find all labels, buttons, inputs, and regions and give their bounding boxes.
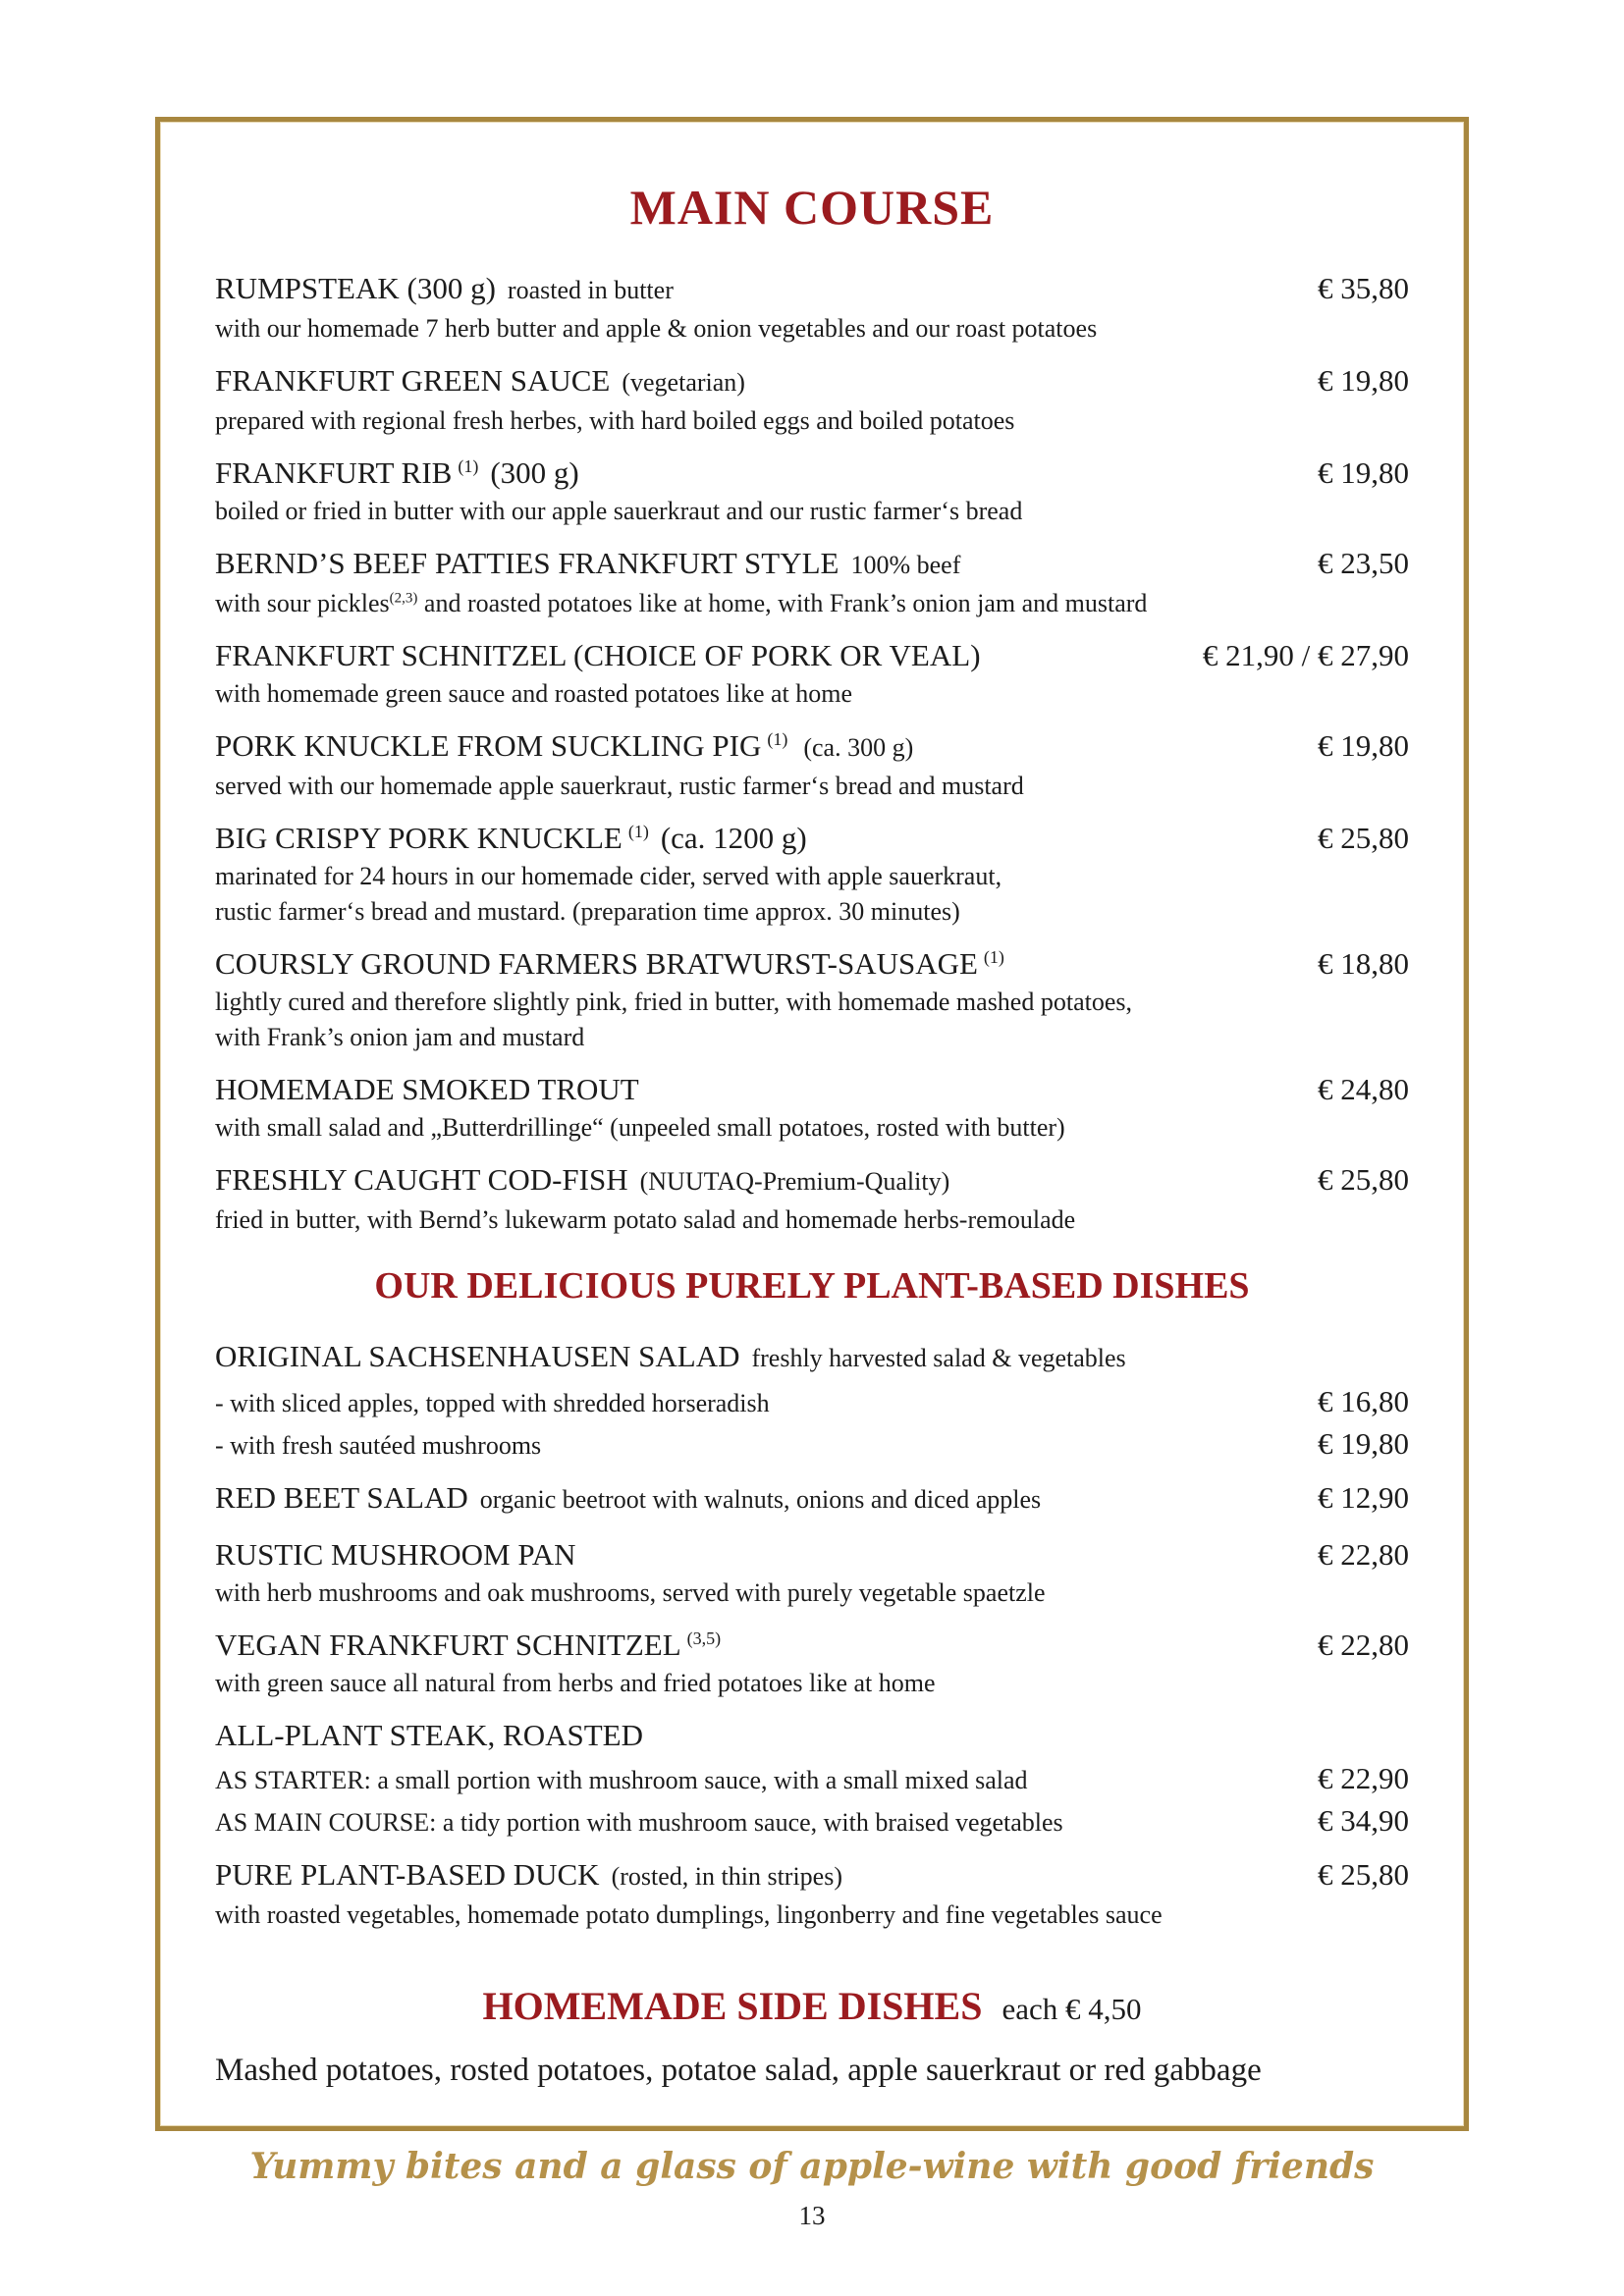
dish-note: organic beetroot with walnuts, onions and diced apples (479, 1485, 1042, 1514)
dish-description: with Frank’s onion jam and mustard (215, 1023, 585, 1051)
dish-price: € 23,50 (1318, 546, 1409, 580)
dish-row (215, 544, 1409, 585)
dish-row (215, 454, 1409, 493)
dish-price: € 25,80 (1318, 821, 1409, 855)
dish-description: marinated for 24 hours in our homemade cider, served with apple sauerkraut, (215, 862, 1002, 890)
dish-name: RUMPSTEAK (300 g) (215, 271, 496, 305)
main-course-items (215, 269, 1409, 1237)
dish-title (215, 636, 981, 675)
dish-option-row (215, 1803, 1409, 1840)
option-text: - with fresh sautéed mushrooms (215, 1431, 542, 1460)
desc-footnote-marker: (2,3) (389, 590, 418, 607)
dish-name: BIG CRISPY PORK KNUCKLE (215, 821, 623, 855)
dish-name: PURE PLANT-BASED DUCK (215, 1857, 600, 1892)
dish-name: FRANKFURT RIB (215, 455, 453, 490)
dish-title (215, 544, 960, 585)
dish-row (215, 361, 1409, 402)
dish-description: rustic farmer‘s bread and mustard. (preparation time approx. 30 minutes) (215, 897, 960, 926)
menu-item (215, 1337, 1409, 1463)
dish-description: with our homemade 7 herb butter and apple & onion vegetables and our roast potatoes (215, 314, 1098, 343)
dish-price: € 22,80 (1318, 1628, 1409, 1662)
dish-price: € 21,90 / € 27,90 (1202, 638, 1409, 672)
dish-note: roasted in butter (507, 276, 674, 304)
menu-item (215, 1070, 1409, 1145)
dish-name: VEGAN FRANKFURT SCHNITZEL (215, 1628, 681, 1662)
dish-description: with green sauce all natural from herbs and fried potatoes like at home (215, 1669, 936, 1697)
dish-price: € 18,80 (1318, 946, 1409, 981)
dish-name: FRANKFURT SCHNITZEL (CHOICE OF PORK OR VEAL) (215, 638, 981, 672)
dish-description (215, 587, 1409, 620)
dish-footnote-marker: (1) (767, 728, 788, 749)
dish-name: FRANKFURT GREEN SAUCE (215, 363, 611, 398)
dish-name: HOMEMADE SMOKED TROUT (215, 1072, 639, 1106)
footer-tagline: Yummy bites and a glass of apple-wine with good friends (249, 2146, 1375, 2187)
dish-row (215, 819, 1409, 858)
menu-item (215, 1535, 1409, 1610)
sides-price-suffix: each € 4,50 (1001, 1992, 1142, 2026)
dish-description: with small salad and „Butterdrillinge“ (unpeeled small potatoes, rosted with butter) (215, 1113, 1065, 1142)
dish-footnote-marker: (1) (983, 946, 1004, 967)
option-text: AS STARTER: a small portion with mushroom sauce, with a small mixed salad (215, 1766, 1028, 1794)
dish-price: € 19,80 (1318, 728, 1409, 763)
dish-price: € 12,90 (1318, 1480, 1409, 1515)
dish-title (215, 819, 807, 858)
dish-note: freshly harvested salad & vegetables (751, 1344, 1126, 1372)
dish-description: lightly cured and therefore slightly pink, fried in butter, with homemade mashed potatoes, (215, 988, 1132, 1016)
dish-price: € 25,80 (1318, 1857, 1409, 1892)
dish-title (215, 1337, 1126, 1378)
dish-row (215, 1855, 1409, 1896)
option-text: - with sliced apples, topped with shredded horseradish (215, 1389, 770, 1417)
desc-text: with sour pickles (215, 589, 390, 617)
dish-note: (NUUTAQ-Premium-Quality) (639, 1167, 950, 1196)
dish-price: € 16,80 (1318, 1384, 1409, 1418)
dish-description: served with our homemade apple sauerkraut, rustic farmer‘s bread and mustard (215, 772, 1024, 800)
dish-footnote-marker: (3,5) (686, 1628, 722, 1648)
dish-title (215, 1478, 1041, 1520)
page-title: MAIN COURSE (629, 180, 995, 235)
dish-name: FRESHLY CAUGHT COD-FISH (215, 1162, 628, 1197)
dish-description: prepared with regional fresh herbes, with hard boiled eggs and boiled potatoes (215, 406, 1015, 435)
dish-row (215, 1337, 1409, 1378)
dish-price: € 19,80 (1318, 455, 1409, 490)
dish-name: ALL-PLANT STEAK, ROASTED (215, 1718, 643, 1752)
dish-title (215, 454, 579, 493)
dish-price: € 22,90 (1318, 1761, 1409, 1795)
dish-footnote-marker: (1) (458, 455, 479, 476)
dish-note: (rosted, in thin stripes) (611, 1862, 842, 1891)
dish-row (215, 1070, 1409, 1109)
menu-item (215, 819, 1409, 929)
menu-item (215, 544, 1409, 620)
dish-title (215, 1160, 949, 1201)
dish-row (215, 1535, 1409, 1575)
plant-based-items (215, 1337, 1409, 1932)
dish-price: € 19,80 (1318, 363, 1409, 398)
dish-name: PORK KNUCKLE FROM SUCKLING PIG (215, 728, 762, 763)
dish-title (215, 269, 674, 310)
dish-name: RED BEET SALAD (215, 1480, 468, 1515)
dish-title (215, 361, 745, 402)
dish-description: boiled or fried in butter with our apple sauerkraut and our rustic farmer‘s bread (215, 497, 1023, 525)
dish-price: € 24,80 (1318, 1072, 1409, 1106)
page-number: 13 (798, 2201, 826, 2230)
sides-heading (215, 1983, 1409, 2029)
dish-price: € 34,90 (1318, 1803, 1409, 1838)
dish-price: € 25,80 (1318, 1162, 1409, 1197)
dish-row (215, 1160, 1409, 1201)
menu-item (215, 1478, 1409, 1520)
plant-section-title: OUR DELICIOUS PURELY PLANT-BASED DISHES (374, 1265, 1250, 1307)
dish-title (215, 1626, 725, 1665)
dish-row (215, 1626, 1409, 1665)
dish-title (215, 726, 913, 768)
menu-item (215, 1160, 1409, 1237)
dish-note: (ca. 300 g) (803, 733, 914, 762)
menu-item (215, 726, 1409, 803)
dish-price: € 35,80 (1318, 271, 1409, 305)
dish-row (215, 636, 1409, 675)
dish-price: € 22,80 (1318, 1537, 1409, 1572)
dish-title (215, 1535, 576, 1575)
dish-description: with homemade green sauce and roasted potatoes like at home (215, 679, 853, 708)
dish-description: with roasted vegetables, homemade potato dumplings, lingonberry and fine vegetables sauce (215, 1900, 1163, 1929)
dish-row (215, 944, 1409, 984)
dish-row (215, 1478, 1409, 1520)
menu-item (215, 269, 1409, 346)
dish-name: RUSTIC MUSHROOM PAN (215, 1537, 576, 1572)
dish-row (215, 269, 1409, 310)
dish-note: (vegetarian) (622, 368, 745, 397)
menu-item (215, 1716, 1409, 1840)
dish-option-row (215, 1761, 1409, 1797)
dish-name: ORIGINAL SACHSENHAUSEN SALAD (215, 1339, 740, 1373)
dish-row (215, 1716, 1409, 1755)
dish-name: BERND’S BEEF PATTIES FRANKFURT STYLE (215, 546, 839, 580)
menu-item (215, 454, 1409, 528)
dish-note: 100% beef (850, 551, 961, 579)
dish-option-row (215, 1426, 1409, 1463)
dish-price: € 19,80 (1318, 1426, 1409, 1461)
menu-item (215, 944, 1409, 1054)
dish-portion-size: (300 g) (490, 455, 579, 490)
dish-option-row (215, 1384, 1409, 1420)
dish-row (215, 726, 1409, 768)
dish-title (215, 1716, 643, 1755)
dish-portion-size: (ca. 1200 g) (660, 821, 807, 855)
dish-title (215, 944, 1008, 984)
menu-item (215, 636, 1409, 711)
desc-text: and roasted potatoes like at home, with Frank’s onion jam and mustard (417, 589, 1148, 617)
dish-title (215, 1855, 842, 1896)
sides-description: Mashed potatoes, rosted potatoes, potatoe salad, apple sauerkraut or red gabbage (215, 2053, 1262, 2088)
dish-title (215, 1070, 639, 1109)
menu-item (215, 361, 1409, 438)
sides-title: HOMEMADE SIDE DISHES (482, 1984, 983, 2028)
menu-item (215, 1626, 1409, 1700)
dish-footnote-marker: (1) (627, 821, 649, 841)
menu-item (215, 1855, 1409, 1932)
dish-description: fried in butter, with Bernd’s lukewarm potato salad and homemade herbs-remoulade (215, 1205, 1076, 1234)
menu-frame (155, 117, 1469, 2131)
dish-name: COURSLY GROUND FARMERS BRATWURST-SAUSAGE (215, 946, 978, 981)
dish-description: with herb mushrooms and oak mushrooms, served with purely vegetable spaetzle (215, 1578, 1046, 1607)
option-text: AS MAIN COURSE: a tidy portion with mushroom sauce, with braised vegetables (215, 1808, 1063, 1837)
